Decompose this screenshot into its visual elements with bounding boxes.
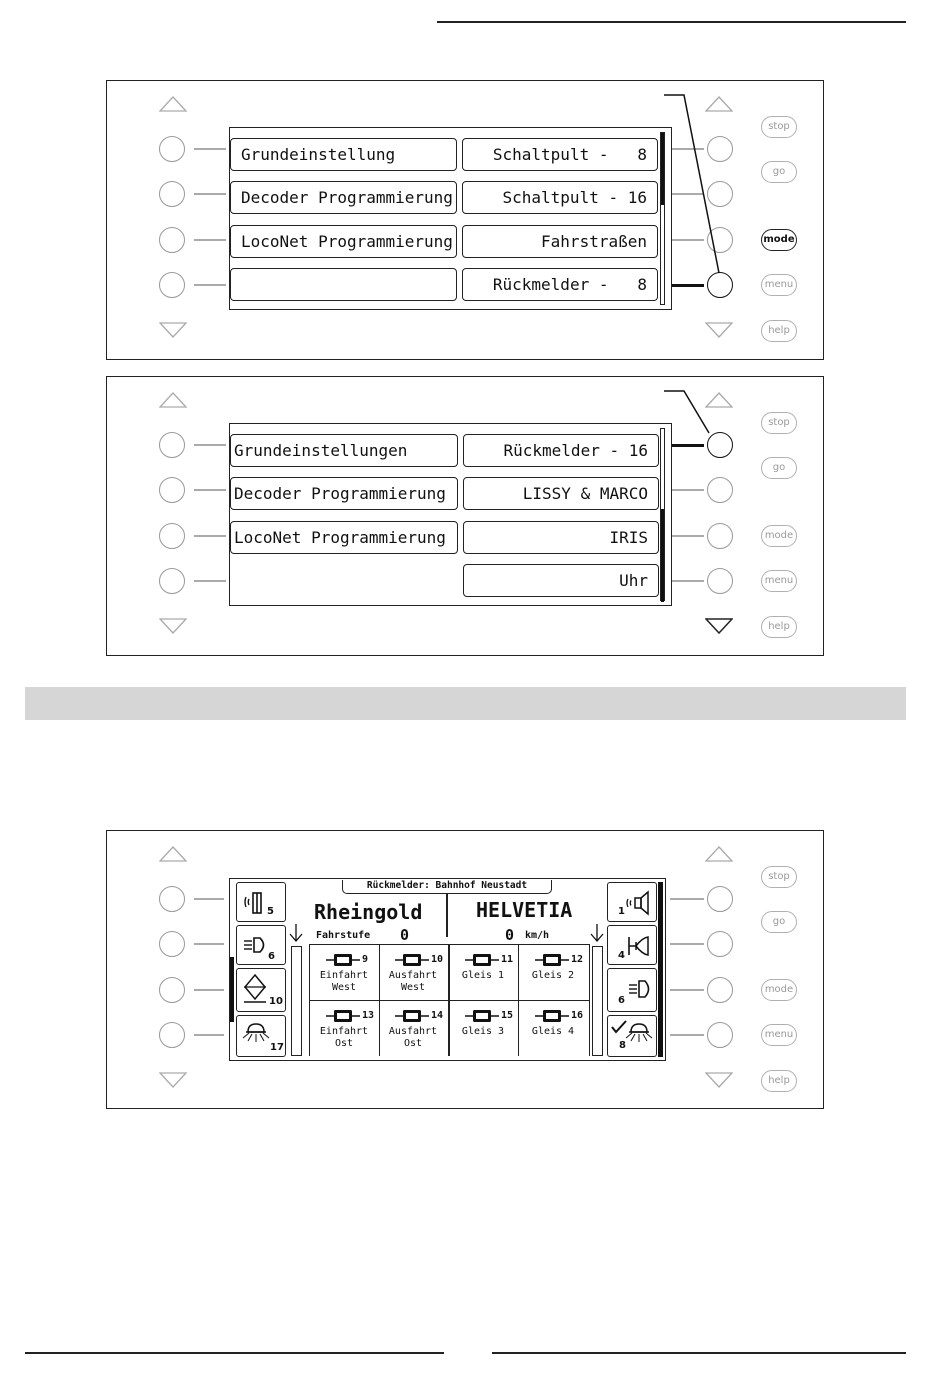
- cell-number: 16: [571, 1010, 584, 1021]
- function-number: 6: [618, 995, 625, 1006]
- cell-label: Gleis 3: [461, 1026, 505, 1037]
- bottom-rule-right: [492, 1352, 906, 1354]
- stop-button[interactable]: stop: [761, 412, 797, 434]
- cell-number: 13: [362, 1010, 375, 1021]
- menu-button[interactable]: menu: [761, 570, 797, 592]
- left-knob-3[interactable]: [159, 523, 185, 549]
- cell-label: Gleis 2: [531, 970, 575, 981]
- up-arrow-icon[interactable]: [159, 846, 187, 862]
- function-button-5[interactable]: [236, 882, 286, 922]
- occupancy-icon: [535, 951, 569, 969]
- left-knob-2[interactable]: [159, 477, 185, 503]
- left-lead: [194, 239, 226, 241]
- right-knob-3[interactable]: [707, 523, 733, 549]
- down-arrow-icon[interactable]: [705, 1072, 733, 1088]
- feedback-grid: [309, 944, 590, 1056]
- right-knob-2[interactable]: [707, 477, 733, 503]
- menu-item-schaltpult-16[interactable]: Schaltpult - 16: [462, 181, 658, 214]
- mode-button[interactable]: mode: [761, 979, 797, 1001]
- menu-button[interactable]: menu: [761, 274, 797, 296]
- menu-item-schaltpult-8[interactable]: Schaltpult - 8: [462, 138, 658, 171]
- feedback-cell[interactable]: [379, 1002, 447, 1056]
- menu-item-grundeinstellung[interactable]: Grundeinstellung: [230, 138, 457, 171]
- header-text: Rückmelder: Bahnhof Neustadt: [366, 880, 528, 891]
- cell-number: 14: [431, 1010, 444, 1021]
- down-arrow-icon[interactable]: [159, 1072, 187, 1088]
- left-knob-1[interactable]: [159, 432, 185, 458]
- down-arrow-icon[interactable]: [289, 923, 303, 943]
- menu-button[interactable]: menu: [761, 1024, 797, 1046]
- down-arrow-icon[interactable]: [705, 618, 733, 634]
- help-button[interactable]: help: [761, 616, 797, 638]
- cell-number: 12: [571, 954, 584, 965]
- lamp-icon: [241, 1020, 271, 1052]
- down-arrow-icon[interactable]: [159, 618, 187, 634]
- stop-button[interactable]: stop: [761, 866, 797, 888]
- go-button[interactable]: go: [761, 911, 797, 933]
- function-number: 10: [269, 996, 283, 1007]
- kmh-unit: km/h: [525, 930, 550, 941]
- menu-item-rueckmelder-8[interactable]: Rückmelder - 8: [462, 268, 658, 301]
- signal-horn-icon: [243, 889, 269, 915]
- menu-item-decoder[interactable]: Decoder Programmierung: [230, 477, 458, 510]
- speed-value: 0: [400, 926, 410, 944]
- help-button[interactable]: help: [761, 1070, 797, 1092]
- menu-item-empty: [230, 268, 457, 301]
- left-lead: [194, 943, 224, 945]
- speed-label: Fahrstufe: [316, 930, 371, 941]
- top-rule: [437, 21, 906, 23]
- function-button-17[interactable]: [236, 1015, 286, 1057]
- left-lead: [194, 489, 226, 491]
- left-knob-4[interactable]: [159, 272, 185, 298]
- left-lead: [194, 898, 224, 900]
- left-knob-3[interactable]: [159, 227, 185, 253]
- left-knob-2[interactable]: [159, 931, 185, 957]
- speed-bar-right: [592, 946, 603, 1056]
- right-lead: [670, 535, 704, 537]
- device-panel-1: [106, 80, 824, 360]
- mode-button[interactable]: mode: [761, 525, 797, 547]
- headlight-icon: [628, 979, 656, 1001]
- right-lead-active: [670, 444, 704, 447]
- function-button-4[interactable]: [607, 925, 657, 965]
- scrollbar[interactable]: [660, 428, 665, 601]
- function-number: 17: [270, 1042, 284, 1053]
- right-knob-4[interactable]: [707, 568, 733, 594]
- pointer-line: [662, 389, 732, 437]
- function-number: 5: [267, 906, 274, 917]
- occupancy-icon: [326, 951, 360, 969]
- function-number: 4: [618, 950, 625, 961]
- go-button[interactable]: go: [761, 161, 797, 183]
- occupancy-icon: [465, 1007, 499, 1025]
- up-arrow-icon[interactable]: [705, 846, 733, 862]
- function-button-1[interactable]: [607, 882, 657, 922]
- feedback-cell[interactable]: [449, 946, 517, 1000]
- device-panel-2: [106, 376, 824, 656]
- help-button[interactable]: help: [761, 320, 797, 342]
- section-band: [25, 687, 906, 720]
- loco-name-right: HELVETIA: [476, 898, 573, 922]
- occupancy-icon: [535, 1007, 569, 1025]
- speed-bar-left: [291, 946, 302, 1056]
- left-knob-4[interactable]: [159, 568, 185, 594]
- headlight-icon: [243, 936, 271, 956]
- lcd-screen: [229, 423, 672, 606]
- feedback-cell[interactable]: [310, 946, 378, 1000]
- right-knob-3[interactable]: [707, 977, 733, 1003]
- cell-label: Einfahrt Ost: [319, 1026, 369, 1049]
- scrollbar-thumb[interactable]: [661, 133, 664, 205]
- right-lead: [670, 580, 704, 582]
- lcd-screen: [229, 127, 672, 310]
- menu-item-iris[interactable]: IRIS: [463, 521, 659, 554]
- right-lead: [670, 1034, 704, 1036]
- menu-item-rueckmelder-16[interactable]: Rückmelder - 16: [463, 434, 659, 467]
- horn-icon: [626, 934, 654, 958]
- right-lead: [670, 489, 704, 491]
- cell-label: Ausfahrt Ost: [388, 1026, 438, 1049]
- kmh-value: 0: [505, 926, 515, 944]
- function-number: 6: [268, 951, 275, 962]
- left-lead: [194, 444, 226, 446]
- left-function-column: [230, 879, 288, 1060]
- cell-label: Gleis 4: [531, 1026, 575, 1037]
- cell-number: 15: [501, 1010, 514, 1021]
- occupancy-icon: [326, 1007, 360, 1025]
- menu-item-fahrstrassen[interactable]: Fahrstraßen: [462, 225, 658, 258]
- left-knob-1[interactable]: [159, 886, 185, 912]
- pointer-line: [662, 93, 732, 275]
- cell-number: 10: [431, 954, 444, 965]
- function-button-6[interactable]: [607, 968, 657, 1012]
- device-panel-3: [106, 830, 824, 1109]
- down-arrow-icon[interactable]: [705, 322, 733, 338]
- cell-label: Einfahrt West: [319, 970, 369, 993]
- menu-item-uhr[interactable]: Uhr: [463, 564, 659, 597]
- mode-button[interactable]: mode: [761, 229, 797, 251]
- left-lead: [194, 535, 226, 537]
- lamp-icon: [624, 1020, 654, 1052]
- cell-label: Ausfahrt West: [388, 970, 438, 993]
- cell-number: 9: [362, 954, 369, 965]
- left-lead: [194, 989, 224, 991]
- right-function-column: [607, 879, 665, 1060]
- feedback-cell[interactable]: [519, 946, 587, 1000]
- right-knob-2[interactable]: [707, 931, 733, 957]
- loco-name-left: Rheingold: [314, 900, 423, 924]
- lcd-screen: [229, 878, 666, 1061]
- feedback-cell[interactable]: [379, 946, 447, 1000]
- decoupler-icon: [243, 973, 271, 1005]
- function-button-10[interactable]: [236, 968, 286, 1012]
- right-knob-1[interactable]: [707, 886, 733, 912]
- left-knob-3[interactable]: [159, 977, 185, 1003]
- menu-item-loconet[interactable]: LocoNet Programmierung: [230, 225, 457, 258]
- right-column-indicator: [658, 882, 663, 1057]
- left-lead: [194, 193, 226, 195]
- up-arrow-icon[interactable]: [159, 392, 187, 408]
- cell-label: Gleis 1: [461, 970, 505, 981]
- occupancy-icon: [395, 951, 429, 969]
- left-knob-1[interactable]: [159, 136, 185, 162]
- up-arrow-icon[interactable]: [159, 96, 187, 112]
- name-divider: [446, 893, 448, 937]
- right-lead: [670, 898, 704, 900]
- left-lead: [194, 580, 226, 582]
- right-lead-active: [670, 284, 704, 287]
- left-knob-2[interactable]: [159, 181, 185, 207]
- menu-item-loconet[interactable]: LocoNet Programmierung: [230, 521, 458, 554]
- occupancy-icon: [465, 951, 499, 969]
- menu-item-decoder[interactable]: Decoder Programmierung: [230, 181, 457, 214]
- left-lead: [194, 284, 226, 286]
- right-lead: [670, 943, 704, 945]
- bottom-rule-left: [25, 1352, 444, 1354]
- function-number: 8: [619, 1040, 626, 1051]
- scrollbar-thumb[interactable]: [661, 509, 664, 602]
- right-lead: [670, 989, 704, 991]
- function-number: 1: [618, 906, 625, 917]
- down-arrow-icon[interactable]: [159, 322, 187, 338]
- feedback-cell[interactable]: [519, 1002, 587, 1056]
- menu-item-lissy-marco[interactable]: LISSY & MARCO: [463, 477, 659, 510]
- left-lead: [194, 148, 226, 150]
- menu-item-grundeinstellungen[interactable]: Grundeinstellungen: [230, 434, 458, 467]
- left-lead: [194, 1034, 224, 1036]
- stop-button[interactable]: stop: [761, 116, 797, 138]
- function-button-8[interactable]: [607, 1015, 657, 1057]
- left-column-indicator: [230, 957, 234, 1022]
- feedback-cell[interactable]: [310, 1002, 378, 1056]
- right-knob-4[interactable]: [707, 1022, 733, 1048]
- feedback-header: [342, 880, 552, 894]
- right-knob-4[interactable]: [707, 272, 733, 298]
- cell-number: 11: [501, 954, 514, 965]
- down-arrow-icon[interactable]: [590, 923, 604, 943]
- menu-item-empty: [230, 564, 458, 597]
- go-button[interactable]: go: [761, 457, 797, 479]
- scrollbar[interactable]: [660, 132, 665, 305]
- sound-icon: [626, 889, 654, 917]
- occupancy-icon: [395, 1007, 429, 1025]
- feedback-cell[interactable]: [449, 1002, 517, 1056]
- function-button-6[interactable]: [236, 925, 286, 965]
- left-knob-4[interactable]: [159, 1022, 185, 1048]
